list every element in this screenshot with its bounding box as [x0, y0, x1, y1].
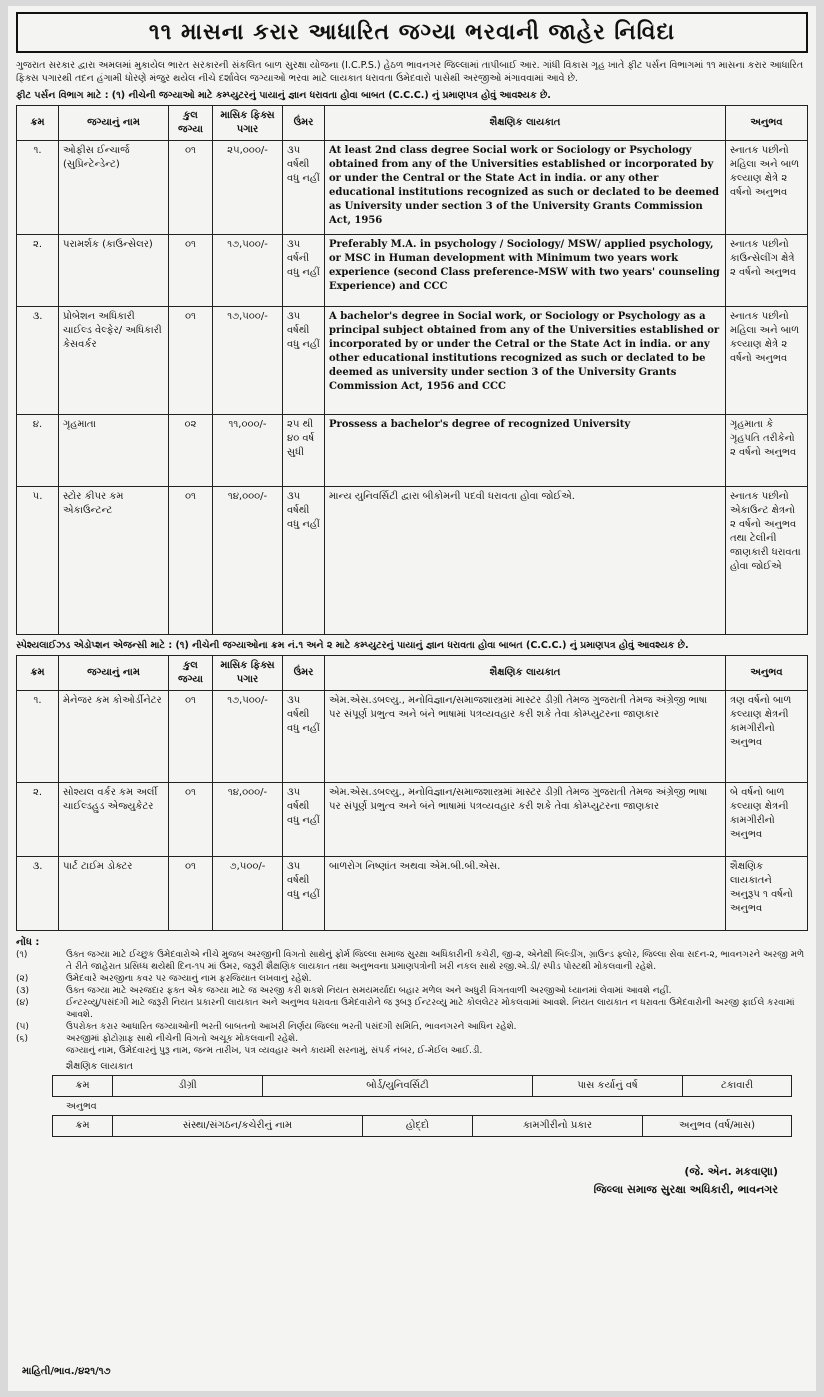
row-count: ૦૧ [169, 487, 213, 635]
row-qual: માન્ય યુનિવર્સિટી દ્વારા બીકોમની પદવી ધરાવતા હોવા જોઈએ. [325, 487, 726, 635]
table-row [17, 307, 808, 415]
row-qual: બાળરોગ નિષ્ણાંત અથવા એમ.બી.બી.એસ. [325, 857, 726, 931]
note-num: (૪) [16, 998, 29, 1008]
row-post: મેનેજર કમ કોઓર્ડીનેટર [59, 691, 169, 783]
row-num: ૧. [17, 141, 59, 235]
row-num: ૨. [17, 235, 59, 307]
row-post: પાર્ટ ટાઈમ ડોક્ટર [59, 857, 169, 931]
note-num: (૫) [16, 1022, 29, 1032]
row-pay: ૧૪,૦૦૦/- [213, 783, 283, 857]
col-exp: અનુભવ [726, 106, 808, 141]
exp-template-table [52, 1115, 792, 1137]
page-title: ૧૧ માસના કરાર આધારિત જગ્યા ભરવાની જાહેર નિવિદા [16, 12, 808, 53]
col-exp: અનુભવ [726, 656, 808, 691]
table-row [53, 1116, 792, 1137]
note-num [16, 1045, 66, 1057]
table-row [17, 235, 808, 307]
row-num: ૧. [17, 691, 59, 783]
row-age: ૩૫ વર્ષથી વધુ નહીં [283, 857, 325, 931]
exp-col: હોદ્દો [363, 1116, 473, 1137]
col-pay: માસિક ફિક્સ પગાર [213, 656, 283, 691]
row-exp: સ્નાતક પછીનો એકાઉન્ટ ક્ષેત્રનો ૨ વર્ષનો અનુભવ તથા ટેલીની જાણકારી ધરાવતા હોવા જોઈએ [726, 487, 808, 635]
row-post: ગૃહમાતા [59, 415, 169, 487]
row-pay: ૧૭,૫૦૦/- [213, 235, 283, 307]
note-text: ઉપરોક્ત કરાર આધારિત જગ્યાઓની ભરતી બાબતનો આખરી નિર્ણય જિલ્લા ભરતી પસંદગી સમિતિ, ભાવનગરને આધિન રહેશે. [66, 1022, 517, 1032]
row-count: ૦૧ [169, 307, 213, 415]
col-qual: શૈક્ષણિક લાયકાત [325, 656, 726, 691]
table-row [17, 415, 808, 487]
row-age: ૩૫ વર્ષની વધુ નહીં [283, 235, 325, 307]
exp-table-label: અનુભવ [66, 1101, 97, 1112]
row-num: ૩. [17, 307, 59, 415]
row-age: ૩૫ વર્ષથી વધુ નહીં [283, 307, 325, 415]
row-count: ૦૧ [169, 235, 213, 307]
table-row [17, 691, 808, 783]
row-exp: સ્નાતક પછીનો મહિલા અને બાળ કલ્યાણ ક્ષેત્રે ૨ વર્ષનો અનુભવ [726, 141, 808, 235]
col-post: જગ્યાનું નામ [59, 656, 169, 691]
row-exp: ત્રણ વર્ષનો બાળ કલ્યાણ ક્ષેત્રની કામગીરીનો અનુભવ [726, 691, 808, 783]
note-text: જગ્યાનું નામ, ઉમેદવારનું પુરૂ નામ, જન્મ તારીખ, પત્ર વ્યવહાર અને કાયમી સરનામું, સંપર્ક નંબર, ઈ-મેઈલ આઈ.ડી. [66, 1046, 483, 1056]
row-age: ૩૫ વર્ષથી વધુ નહીં [283, 783, 325, 857]
note-text: ઉક્ત જગ્યા માટે અરજદાર ફક્ત એક જગ્યા માટે જ અરજી કરી શકશે નિયત સમયમર્યાદા બહાર મળેલ અને અધુરી વિગતવાળી અરજીઓ ધ્યાનમાં લેવામાં આવશે નહીં. [66, 986, 672, 996]
row-exp: સ્નાતક પછીનો મહિલા અને બાળ કલ્યાણ ક્ષેત્રે ૨ વર્ષનો અનુભવ [726, 307, 808, 415]
row-pay: ૧૧,૦૦૦/- [213, 415, 283, 487]
row-pay: ૧૭,૫૦૦/- [213, 307, 283, 415]
table-row [17, 857, 808, 931]
note-item [16, 985, 808, 997]
signatory-title: જિલ્લા સમાજ સુરક્ષા અધિકારી, ભાવનગર [593, 1183, 778, 1196]
row-pay: ૧૭,૫૦૦/- [213, 691, 283, 783]
note-item [16, 997, 808, 1021]
row-exp: સ્નાતક પછીનો કાઉન્સેલીંગ ક્ષેત્રે ૨ વર્ષનો અનુભવ [726, 235, 808, 307]
footer-reference: માહિતી/ભાવ./૪૨૧/૧૭ [22, 1366, 111, 1377]
row-count: ૦૧ [169, 141, 213, 235]
note-item [16, 973, 808, 985]
edu-col: ટકાવારી [683, 1076, 792, 1097]
col-count: કુલ જગ્યા [169, 656, 213, 691]
edu-col: ડીગ્રી [113, 1076, 263, 1097]
note-num: (૬) [16, 1034, 29, 1044]
row-exp: ગૃહમાતા કે ગૃહપતિ તરીકેનો ૨ વર્ષનો અનુભવ [726, 415, 808, 487]
signatory-name: (જે. એન. મકવાણા) [684, 1165, 778, 1178]
note-num: (૩) [16, 986, 30, 996]
col-pay: માસિક ફિક્સ પગાર [213, 106, 283, 141]
exp-col: સંસ્થા/સંગઠન/કચેરીનું નામ [113, 1116, 363, 1137]
row-age: ૩૫ વર્ષથી વધુ નહીં [283, 141, 325, 235]
row-qual: At least 2nd class degree Social work or Sociology or Psychology obtained from any of the Universities established or incorporated by or under the Central or the State Act in india. or any other educational institutions recognized as such or declated to be deemed as University under section 3 of the University Grants Commission Act, 1956 [325, 141, 726, 235]
table-row [53, 1076, 792, 1097]
signature-block [16, 1163, 808, 1199]
edu-col: ક્રમ [53, 1076, 113, 1097]
col-age: ઉંમર [283, 106, 325, 141]
col-num: ક્રમ [17, 656, 59, 691]
row-num: ૪. [17, 415, 59, 487]
exp-col: કામગીરીનો પ્રકાર [473, 1116, 643, 1137]
note-text: અરજીમાં ફોટોગ્રાફ સાથે નીચેની વિગતો અચૂક મોકલવાની રહેશે. [66, 1034, 299, 1044]
row-num: ૫. [17, 487, 59, 635]
table-row [17, 783, 808, 857]
edu-col: પાસ કર્યાનું વર્ષ [533, 1076, 683, 1097]
col-num: ક્રમ [17, 106, 59, 141]
note-item [16, 949, 808, 973]
note-text: ઉક્ત જગ્યા માટે ઈચ્છુક ઉમેદવારોએ નીચે મુજબ અરજીની વિગતો સાથેનું ફોર્મ જિલ્લા સમાજ સુરક્ષા અધિકારીની કચેરી, જી-૨, એનેક્ષી બિલ્ડીંગ, ગ્રાઉન્ડ ફ્લોર, જિલ્લા સેવા સદન-૨, ભાવનગરને અરજી મળે તે રીતે જાહેરાત પ્રસિધ્ધ થયેથી દિન-૧૫ માં ઉંમર, જરૂરી શૈક્ષણિક લાયકાત તથા અનુભવના પ્રમાણપત્રોની ખરી નકલ સાથે રજી.એ.ડી/ સ્પીડ પોસ્ટથી મોકલવાની રહેશે. [66, 950, 805, 972]
row-post: ઓફીસ ઈન્ચાર્જ (સુપ્રિન્ટેન્ડેન્ટ) [59, 141, 169, 235]
row-qual: Preferably M.A. in psychology / Sociology/ MSW/ applied psychology, or MSC in Human development with Minimum two years work experience (second Class preference-MSW with two years' counseling Experience) and CCC [325, 235, 726, 307]
posts-table-1 [16, 105, 808, 635]
row-count: ૦૨ [169, 415, 213, 487]
col-qual: શૈક્ષણિક લાયકાત [325, 106, 726, 141]
row-pay: ૭,૫૦૦/- [213, 857, 283, 931]
note-item [16, 1021, 808, 1033]
note-text: ઉમેદવારે અરજીના કવર પર જગ્યાનું નામ ફરજિયાત લખવાનું રહેશે. [66, 974, 312, 984]
notes-section [16, 937, 808, 1137]
edu-table-label: શૈક્ષણિક લાયકાત [66, 1061, 134, 1072]
row-post: પ્રોબેશન અધિકારી ચાઈલ્ડ વેલ્ફેર/ અધિકારી કેસવર્કર [59, 307, 169, 415]
row-pay: ૨૫,૦૦૦/- [213, 141, 283, 235]
row-num: ૩. [17, 857, 59, 931]
exp-col: ક્રમ [53, 1116, 113, 1137]
row-post: સ્ટોર કીપર કમ એકાઉન્ટન્ટ [59, 487, 169, 635]
row-pay: ૧૪,૦૦૦/- [213, 487, 283, 635]
row-post: સોશ્યલ વર્કર કમ અર્લી ચાઈલ્ડહુડ એજ્યુકેટર [59, 783, 169, 857]
col-post: જગ્યાનું નામ [59, 106, 169, 141]
row-count: ૦૧ [169, 783, 213, 857]
intro-paragraph: ગુજરાત સરકાર દ્વારા અમલમાં મુકાયેલ ભારત સરકારની સંકલિત બાળ સુરક્ષા યોજના (I.C.P.S.) હેઠળ ભાવનગર જિલ્લામાં તાપીબાઈ આર. ગાંધી વિકાસ ગૃહ ખાતે ફીટ પર્સન વિભાગમાં ૧૧ માસના કરાર આધારિત ફિક્સ પગારથી તદન હંગામી ધોરણે મંજુર થયેલ નીચે દર્શાવેલ જગ્યાઓ ભરવા માટે લાયકાત ધરાવતા ઉમેદવારો પાસેથી અરજીઓ મંગાવવામાં આવે છે. [16, 60, 804, 84]
row-count: ૦૧ [169, 857, 213, 931]
row-qual: એમ.એસ.ડબલ્યુ., મનોવિજ્ઞાન/સમાજશાસ્ત્રમાં માસ્ટર ડીગ્રી તેમજ ગુજરાતી તેમજ અંગ્રેજી ભાષા પર સંપૂર્ણ પ્રભુત્વ અને બંને ભાષામાં પત્રવ્યવહાર કરી શકે તેવા કોમ્પ્યુટરના જાણકાર [325, 783, 726, 857]
note-text: ઈન્ટરવ્યુ/પસંદગી માટે જરૂરી નિયત પ્રકારની લાયકાત અને અનુભવ ધરાવતા ઉમેદવારોને જ રૂબરૂ ઈન્ટરવ્યુ માટે કોલલેટર મોકલવામાં આવશે. નિયત લાયકાત ન ધરાવતા ઉમેદવારોની અરજી ફાઈલે કરવામાં આવશે. [66, 998, 795, 1020]
section1-note: ફીટ પર્સન વિભાગ માટે : (૧) નીચેની જગ્યાઓ માટે કમ્પ્યુટરનું પાયાનું જ્ઞાન ધરાવતા હોવા બાબત (C.C.C.) નું પ્રમાણપત્ર હોવું આવશ્યક છે. [16, 90, 551, 101]
table-row [17, 487, 808, 635]
exp-col: અનુભવ (વર્ષ/માસ) [643, 1116, 792, 1137]
col-age: ઉંમર [283, 656, 325, 691]
table-header-row [17, 656, 808, 691]
row-qual: એમ.એસ.ડબલ્યુ., મનોવિજ્ઞાન/સમાજશાસ્ત્રમાં માસ્ટર ડીગ્રી તેમજ ગુજરાતી તેમજ અંગ્રેજી ભાષા પર સંપૂર્ણ પ્રભુત્વ અને બંને ભાષામાં પત્રવ્યવહાર કરી શકે તેવા કોમ્પ્યુટરના જાણકાર [325, 691, 726, 783]
edu-col: બોર્ડ/યુનિવર્સિટી [263, 1076, 533, 1097]
row-age: ૩૫ વર્ષથી વધુ નહીં [283, 691, 325, 783]
row-count: ૦૧ [169, 691, 213, 783]
posts-table-2 [16, 655, 808, 931]
section2-note: સ્પેશ્યલાઈઝડ એડોપ્શન એજન્સી માટે : (૧) નીચેની જગ્યાઓના ક્રમ નં.૧ અને ૨ માટે કમ્પ્યુટરનું પાયાનું જ્ઞાન ધરાવતા હોવા બાબત (C.C.C.) નું પ્રમાણપત્ર હોવું આવશ્યક છે. [16, 640, 689, 651]
row-exp: બે વર્ષનો બાળ કલ્યાણ ક્ષેત્રની કામગીરીનો અનુભવ [726, 783, 808, 857]
row-num: ૨. [17, 783, 59, 857]
note-item [16, 1033, 808, 1045]
notice-page [8, 6, 816, 1391]
row-post: પરામર્શક (કાઉન્સેલર) [59, 235, 169, 307]
table-row [17, 141, 808, 235]
row-exp: શૈક્ષણિક લાયકાતને અનુરૂપ ૧ વર્ષનો અનુભવ [726, 857, 808, 931]
row-qual: Prossess a bachelor's degree of recognized University [325, 415, 726, 487]
note-num: (૧) [16, 950, 28, 960]
row-age: ૨૫ થી ૪૦ વર્ષ સુધી [283, 415, 325, 487]
row-qual: A bachelor's degree in Social work, or Sociology or Psychology as a principal subject obtained from any of the Universities established or incorporated by or under the Cetral or the State Act in india. or any other educational institutions recognized as such or declated to be deemed as university under section 3 of the University Grants Commission Act, 1956 and CCC [325, 307, 726, 415]
table-header-row [17, 106, 808, 141]
notes-title: નોંધ : [16, 937, 40, 948]
edu-template-table [52, 1075, 792, 1097]
note-item [16, 1045, 808, 1057]
note-num: (૨) [16, 974, 29, 984]
row-age: ૩૫ વર્ષથી વધુ નહીં [283, 487, 325, 635]
col-count: કુલ જગ્યા [169, 106, 213, 141]
